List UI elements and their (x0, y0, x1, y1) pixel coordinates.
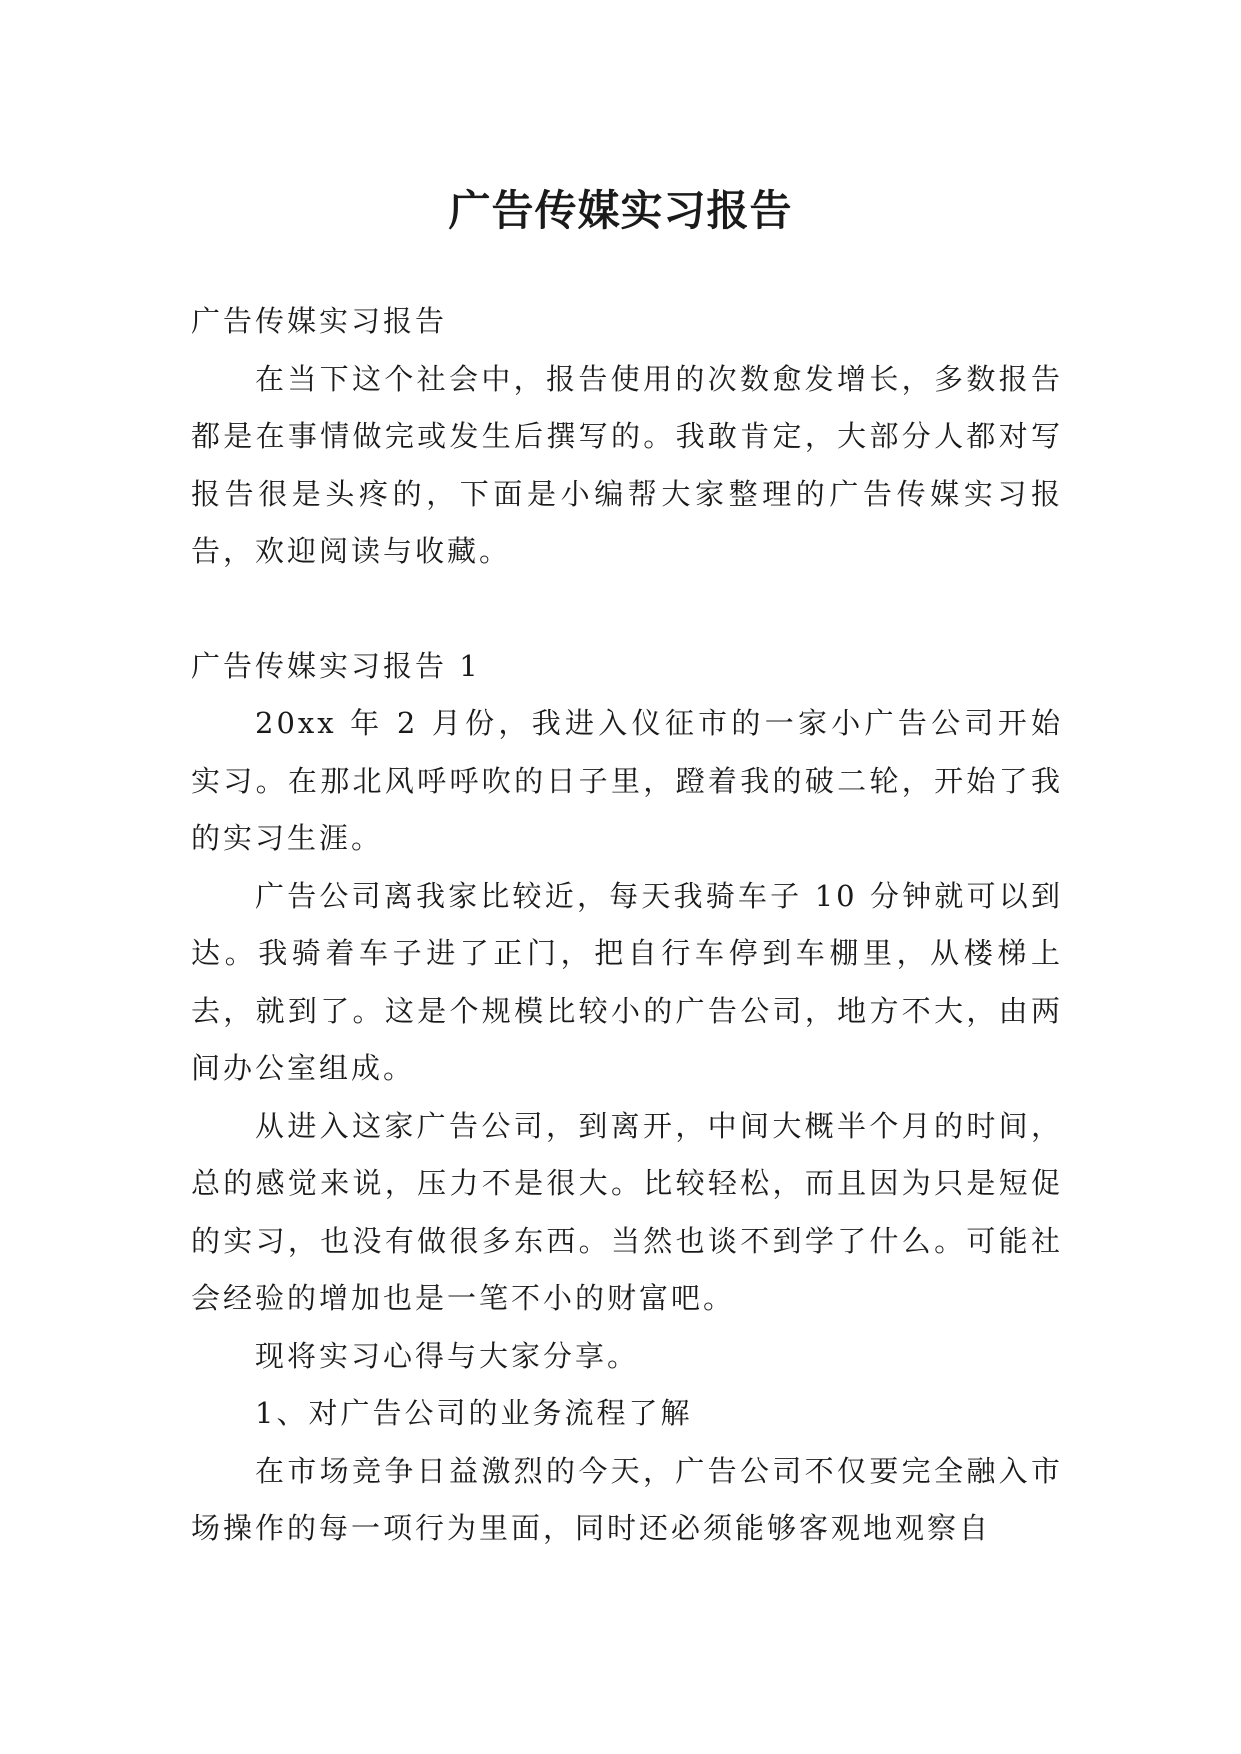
body-paragraph: 20xx 年 2 月份，我进入仪征市的一家小广告公司开始实习。在那北风呼呼吹的日子里，蹬着我的破二轮，开始了我的实习生涯。 (191, 706, 1063, 855)
document-body (191, 293, 1063, 1558)
body-paragraph: 广告公司离我家比较近，每天我骑车子 10 分钟就可以到达。我骑着车子进了正门，把自行车停到车棚里，从楼梯上去，就到了。这是个规模比较小的广告公司，地方不大，由两间办公室组成。 (191, 878, 1063, 1085)
subsection-heading: 1、对广告公司的业务流程了解 (255, 1396, 693, 1430)
intro-paragraph: 在当下这个社会中，报告使用的次数愈发增长，多数报告都是在事情做完或发生后撰写的。我敢肯定，大部分人都对写报告很是头疼的，下面是小编帮大家整理的广告传媒实习报告，欢迎阅读与收藏。 (191, 361, 1063, 568)
section-heading-1: 广告传媒实习报告 1 (191, 648, 481, 683)
body-paragraph: 从进入这家广告公司，到离开，中间大概半个月的时间，总的感觉来说，压力不是很大。比较轻松，而且因为只是短促的实习，也没有做很多东西。当然也谈不到学了什么。可能社会经验的增加也是一笔不小的财富吧。 (191, 1108, 1063, 1315)
body-paragraph: 现将实习心得与大家分享。 (255, 1338, 640, 1373)
section-heading: 广告传媒实习报告 (191, 304, 448, 338)
document-title: 广告传媒实习报告 (448, 186, 793, 236)
body-paragraph: 在市场竞争日益激烈的今天，广告公司不仅要完全融入市场操作的每一项行为里面，同时还必须能够客观地观察自 (191, 1453, 1063, 1545)
